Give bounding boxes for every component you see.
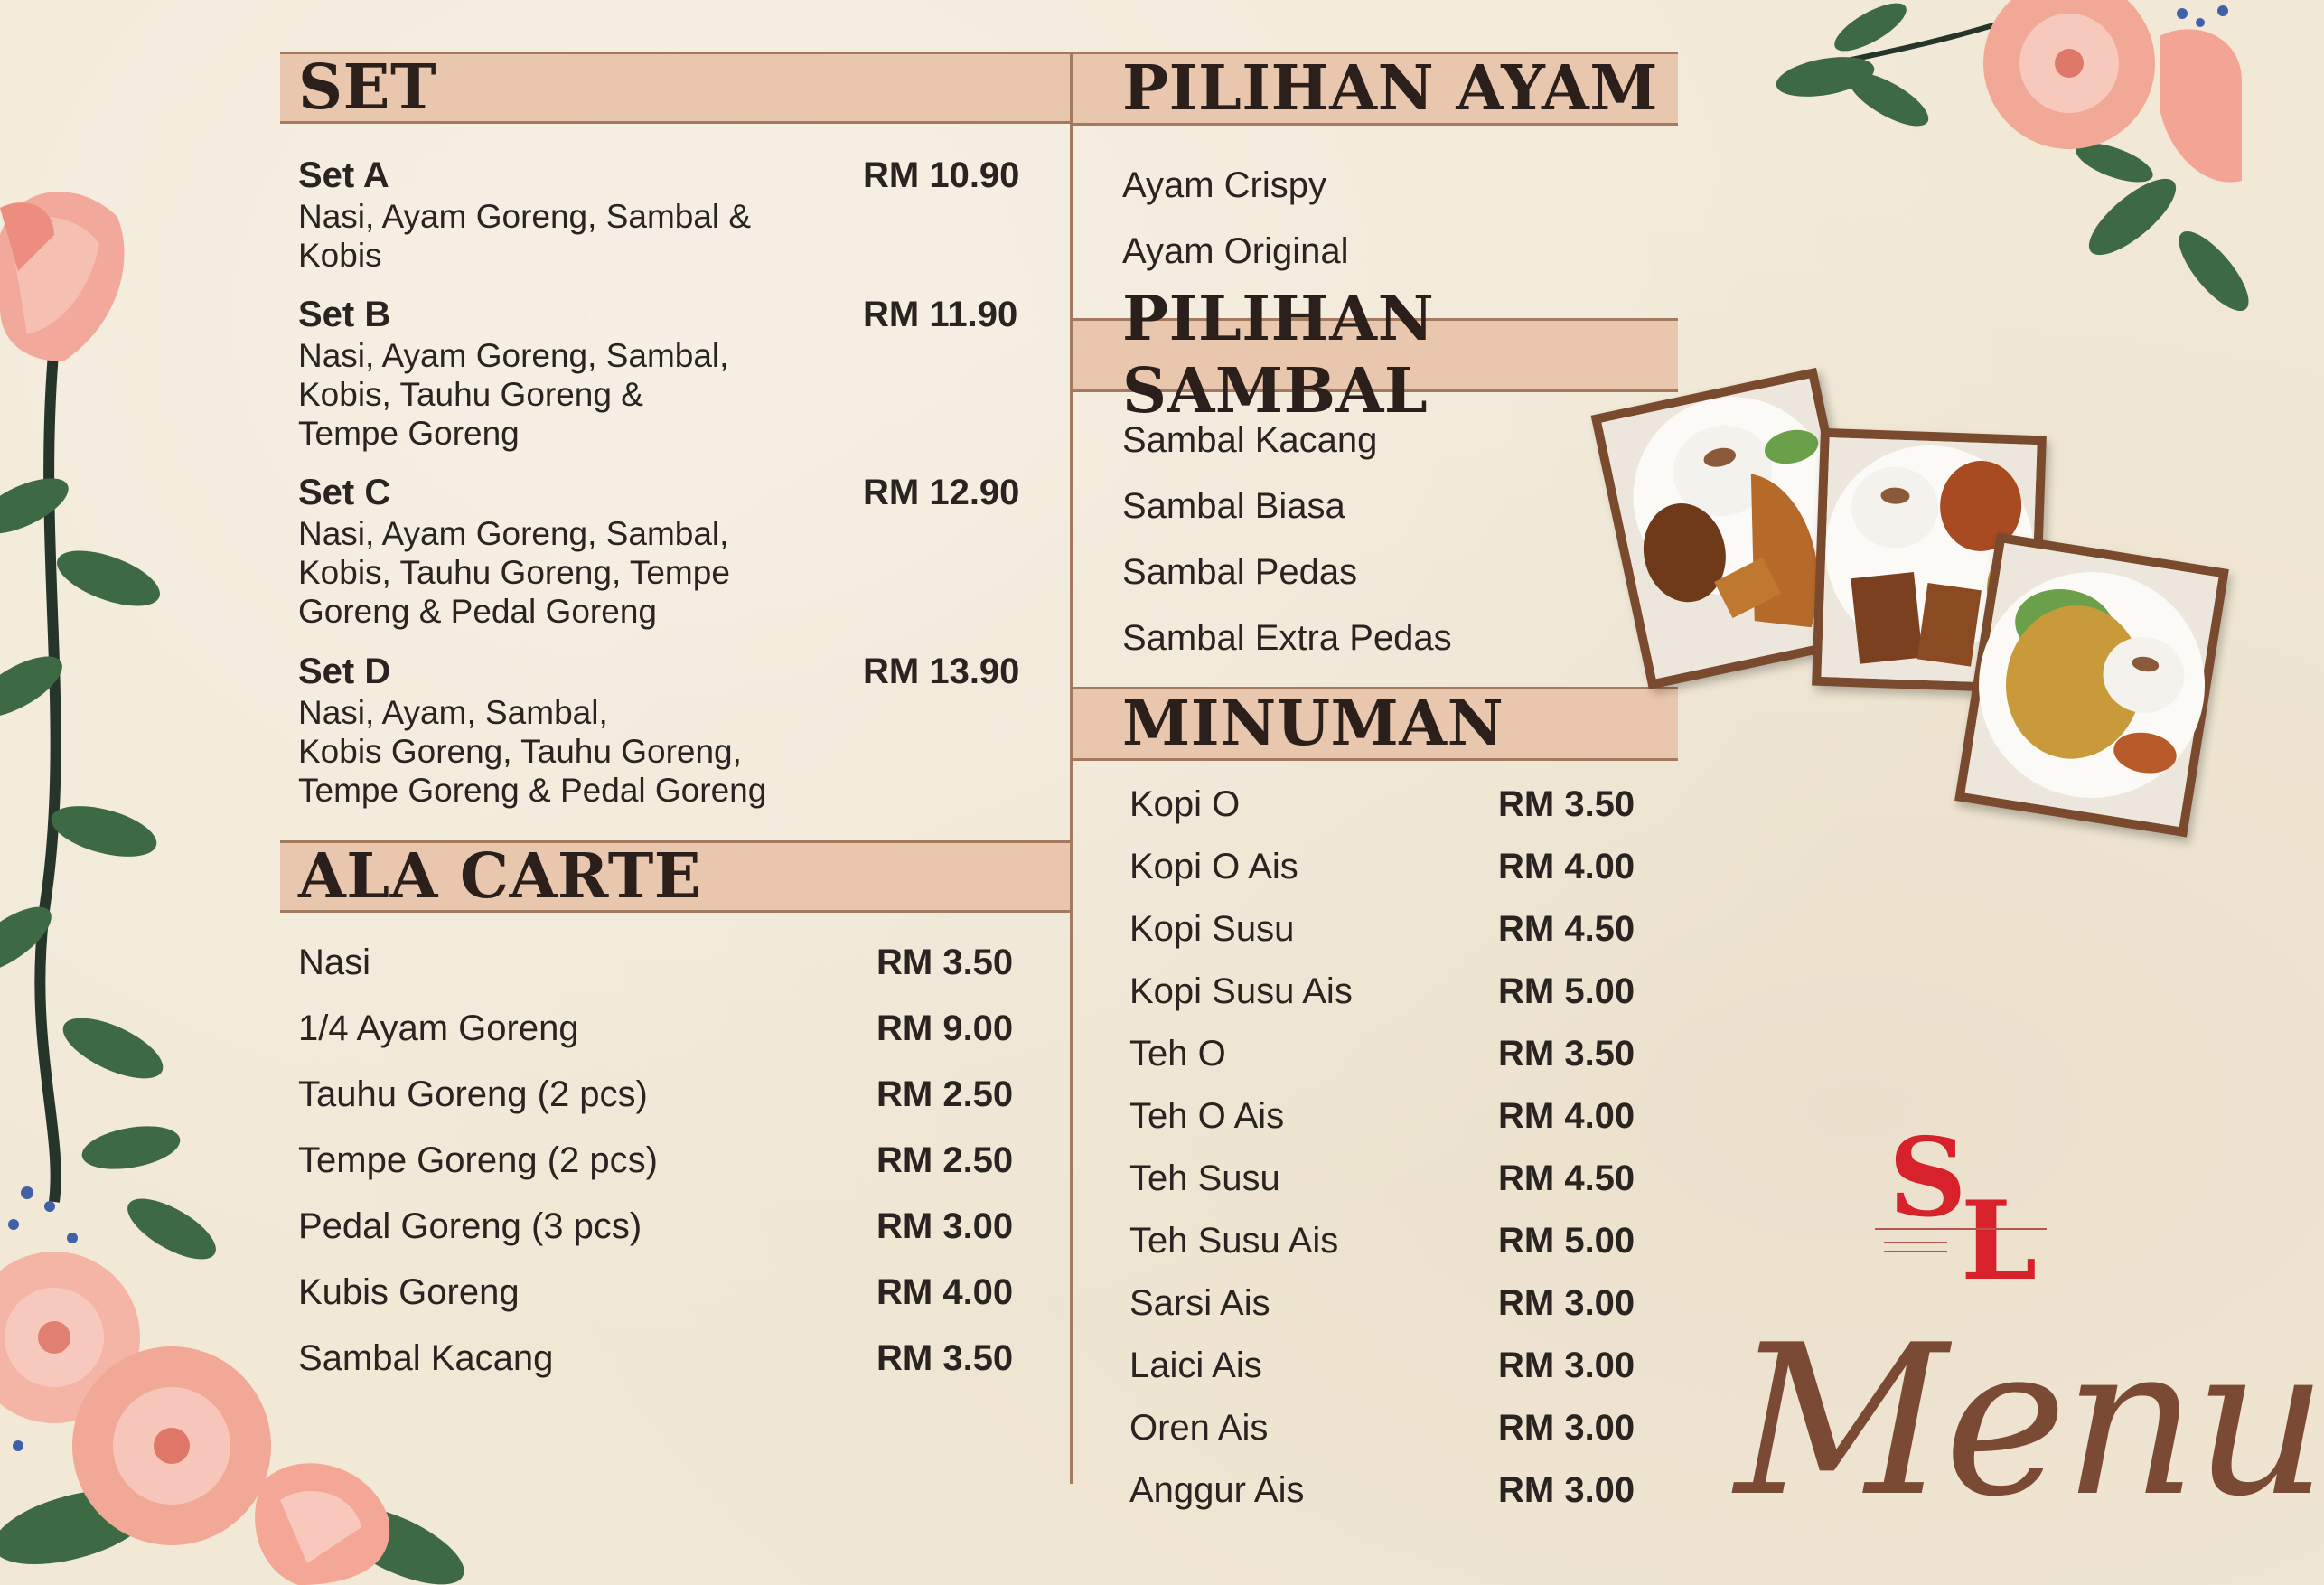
item-price: RM 4.50 <box>1498 909 1635 949</box>
item-price: RM 5.00 <box>1498 971 1635 1011</box>
list-item: Kubis Goreng <box>298 1272 520 1312</box>
item-price: RM 3.50 <box>876 1338 1014 1378</box>
set-a-name: Set A <box>298 155 389 195</box>
list-item: Sarsi Ais <box>1129 1283 1270 1323</box>
list-item: Nasi <box>298 943 371 982</box>
list-item: Kopi O <box>1129 784 1241 824</box>
list-item: Ayam Crispy <box>1122 165 1326 205</box>
list-item: Kopi Susu Ais <box>1129 971 1353 1011</box>
pilihan-ayam-header <box>1073 52 1678 126</box>
list-item: Kopi Susu <box>1129 909 1295 949</box>
item-price: RM 4.00 <box>1498 847 1635 886</box>
ala-carte-title: ALA CARTE <box>298 840 702 913</box>
set-d-price: RM 13.90 <box>863 652 1020 691</box>
list-item: Sambal Kacang <box>298 1338 554 1378</box>
list-item: Sambal Pedas <box>1122 552 1358 592</box>
brand-logo <box>1870 1114 2051 1305</box>
set-d-name: Set D <box>298 652 391 691</box>
list-item: Sambal Extra Pedas <box>1122 618 1452 658</box>
set-c-name: Set C <box>298 473 391 512</box>
item-price: RM 2.50 <box>876 1074 1014 1114</box>
item-price: RM 3.00 <box>1498 1470 1635 1510</box>
set-header <box>280 52 1071 124</box>
item-price: RM 3.50 <box>1498 784 1635 824</box>
list-item: Teh Susu <box>1129 1158 1280 1198</box>
svg-text:L: L <box>1961 1177 2038 1305</box>
list-item: Anggur Ais <box>1129 1470 1305 1510</box>
list-item: Kopi O Ais <box>1129 847 1298 886</box>
set-a-desc: Nasi, Ayam Goreng, Sambal & Kobis <box>298 198 752 274</box>
set-d-desc: Nasi, Ayam, Sambal, Kobis Goreng, Tauhu Goreng, Tempe Goreng & Pedal Goreng <box>298 694 767 809</box>
set-title: SET <box>298 52 437 124</box>
item-price: RM 3.50 <box>876 943 1014 982</box>
item-price: RM 4.00 <box>1498 1096 1635 1136</box>
menu-script-title: Menu <box>1735 1301 2324 1543</box>
floral-top-right-decoration <box>1771 0 2242 343</box>
item-price: RM 4.50 <box>1498 1158 1635 1198</box>
pilihan-sambal-header <box>1073 283 1678 427</box>
minuman-header <box>1073 687 1678 761</box>
list-item: Pedal Goreng (3 pcs) <box>298 1206 642 1246</box>
list-item: 1/4 Ayam Goreng <box>298 1008 579 1048</box>
list-item: Tempe Goreng (2 pcs) <box>298 1140 658 1180</box>
list-item: Laici Ais <box>1129 1346 1262 1385</box>
set-c-price: RM 12.90 <box>863 473 1020 512</box>
svg-text:S: S <box>1888 1114 1967 1242</box>
list-item: Tauhu Goreng (2 pcs) <box>298 1074 648 1114</box>
item-price: RM 3.00 <box>1498 1283 1635 1323</box>
list-item: Sambal Biasa <box>1122 486 1345 526</box>
set-a-price: RM 10.90 <box>863 155 1020 195</box>
list-item: Sambal Kacang <box>1122 420 1378 460</box>
column-divider <box>1070 52 1073 1484</box>
item-price: RM 3.00 <box>1498 1408 1635 1448</box>
item-price: RM 3.00 <box>1498 1346 1635 1385</box>
item-price: RM 3.50 <box>1498 1034 1635 1074</box>
item-price: RM 4.00 <box>876 1272 1014 1312</box>
list-item: Ayam Original <box>1122 231 1349 271</box>
set-c-desc: Nasi, Ayam Goreng, Sambal, Kobis, Tauhu Goreng, Tempe Goreng & Pedal Goreng <box>298 515 730 630</box>
set-b-price: RM 11.90 <box>863 295 1018 334</box>
item-price: RM 3.00 <box>876 1206 1014 1246</box>
list-item: Teh O <box>1129 1034 1226 1074</box>
minuman-title: MINUMAN <box>1122 688 1504 760</box>
list-item: Oren Ais <box>1129 1408 1269 1448</box>
pilihan-ayam-title: PILIHAN AYAM <box>1122 52 1658 125</box>
set-b-name: Set B <box>298 295 391 334</box>
food-photo-3 <box>1954 533 2229 838</box>
set-b-desc: Nasi, Ayam Goreng, Sambal, Kobis, Tauhu Goreng & Tempe Goreng <box>298 337 729 452</box>
item-price: RM 5.00 <box>1498 1221 1635 1261</box>
ala-carte-header <box>280 840 1071 913</box>
list-item: Teh Susu Ais <box>1129 1221 1339 1261</box>
list-item: Teh O Ais <box>1129 1096 1285 1136</box>
item-price: RM 2.50 <box>876 1140 1014 1180</box>
brand-logo-mark <box>1870 1114 2051 1305</box>
item-price: RM 9.00 <box>876 1008 1014 1048</box>
pilihan-sambal-title: PILIHAN SAMBAL <box>1122 283 1435 427</box>
